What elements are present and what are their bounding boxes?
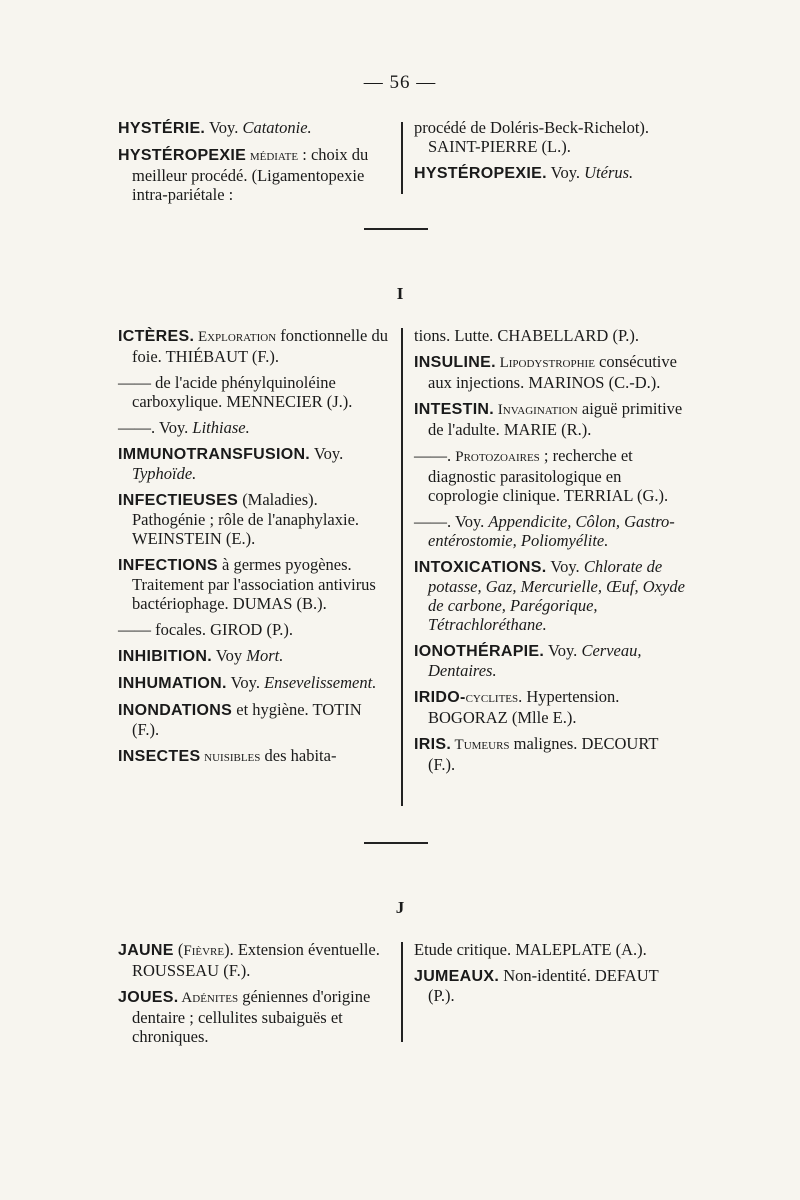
entry-text: fonctionnelle du foie. THIÉBAUT (F.).: [132, 326, 388, 366]
index-entry: [414, 512, 688, 550]
entry-subheading: Invagination: [494, 402, 578, 418]
entry-text: ——.: [414, 446, 456, 465]
entry-text: aiguë primitive de l'adulte. MARIE (R.).: [428, 399, 683, 439]
entry-text: . Hypertension. BOGORAZ (Mlle E.).: [428, 687, 620, 727]
section-j: [118, 940, 688, 1053]
section-j-columns: [118, 940, 688, 1053]
index-entry: [414, 734, 688, 774]
index-entry: [414, 557, 688, 634]
index-entry: [118, 373, 392, 411]
index-entry: [118, 646, 392, 666]
column-divider: [401, 122, 403, 194]
entry-reference: Ensevelissement.: [264, 673, 377, 692]
entry-reference: Catatonie.: [242, 118, 312, 137]
entry-headword: INSECTES: [118, 748, 201, 765]
entry-headword: INONDATIONS: [118, 702, 233, 719]
entry-text: Voy.: [544, 641, 582, 660]
entry-headword: INTESTIN.: [414, 401, 495, 418]
section-i-right-column: [414, 326, 688, 781]
index-entry: [118, 118, 392, 138]
entry-headword: INTOXICATIONS.: [414, 559, 547, 576]
entry-text: : choix du meilleur procédé. (Ligamentopexie intra-pariétale :: [132, 145, 369, 204]
entry-headword: INFECTIONS: [118, 557, 218, 574]
entry-text: tions. Lutte. CHABELLARD (P.).: [414, 326, 640, 345]
entry-text: Non-identité. DEFAUT (P.).: [428, 966, 659, 1005]
entry-text: procédé de Doléris-Beck-Richelot). SAINT-PIERRE (L.).: [414, 118, 650, 156]
index-entry: [414, 940, 688, 959]
index-entry: [414, 399, 688, 439]
section-h-left-column: [118, 118, 392, 211]
entry-subheading: Fièvre: [183, 943, 225, 959]
entry-text: Voy.: [546, 163, 585, 182]
section-rule: [364, 842, 428, 844]
letter-heading-j: J: [395, 898, 405, 917]
entry-headword: IONOTHÉRAPIE.: [414, 643, 545, 660]
index-entry: [414, 966, 688, 1005]
entry-headword: IMMUNOTRANSFUSION.: [118, 446, 311, 463]
entry-subheading: Protozoaires: [455, 449, 540, 465]
section-j-right-column: [414, 940, 688, 1053]
entry-text: (Maladies). Pathogénie ; rôle de l'anaphylaxie. WEINSTEIN (E.).: [132, 490, 360, 548]
section-j-left-column: [118, 940, 392, 1053]
entry-text: Etude critique. MALEPLATE (A.).: [414, 940, 647, 959]
entry-reference: Typhoïde.: [132, 464, 197, 483]
index-entry: [118, 145, 392, 204]
entry-headword: INHIBITION.: [118, 648, 212, 665]
entry-text: ——. Voy.: [414, 512, 489, 531]
entry-reference: Lithiase.: [192, 418, 250, 437]
index-entry: [118, 444, 392, 483]
section-rule: [364, 228, 428, 230]
index-entry: [414, 446, 688, 505]
entry-headword: INFECTIEUSES: [118, 492, 239, 509]
entry-headword: JOUES.: [118, 989, 179, 1006]
entry-reference: Mort.: [246, 646, 284, 665]
entry-headword: JUMEAUX.: [414, 968, 500, 985]
section-i-left-column: [118, 326, 392, 781]
entry-text: ). Extension éventuelle. ROUSSEAU (F.).: [132, 940, 380, 980]
entry-text: ——. Voy.: [118, 418, 193, 437]
entry-headword: HYSTÉRIE.: [118, 120, 206, 137]
entry-text: —— de l'acide phénylquinoléine carboxylique. MENNECIER (J.).: [118, 373, 353, 411]
entry-reference: Appendicite, Côlon, Gastro-entérostomie, Poliomyélite.: [428, 512, 675, 550]
index-entry: [118, 673, 392, 693]
entry-text: et hygiène. TOTIN (F.).: [132, 700, 362, 739]
entry-text: Voy.: [205, 118, 243, 137]
letter-heading-i: I: [396, 284, 404, 303]
entry-text: géniennes d'origine dentaire ; cellulites subaiguës et chroniques.: [132, 987, 371, 1046]
entry-text: malignes. DECOURT (F.).: [428, 734, 659, 774]
entry-headword: HYSTÉROPEXIE: [118, 147, 247, 164]
index-entry: [414, 687, 688, 727]
index-entry: [118, 326, 392, 366]
index-entry: [118, 746, 392, 767]
page-number: — 56 —: [363, 72, 437, 93]
entry-headword: ICTÈRES.: [118, 328, 195, 345]
section-h-columns: [118, 118, 688, 211]
index-entry: [414, 118, 688, 156]
entry-headword: INHUMATION.: [118, 675, 227, 692]
section-i-columns: [118, 326, 688, 781]
entry-reference: Cerveau, Dentaires.: [428, 641, 642, 680]
section-h-right-column: [414, 118, 688, 211]
entry-subheading: Adénites: [178, 990, 239, 1006]
entry-reference: Chlorate de potasse, Gaz, Mercurielle, Œuf, Oxyde de carbone, Parégorique, Tétrachloréthane.: [428, 557, 685, 634]
section-h: [118, 118, 688, 211]
section-i: [118, 326, 688, 781]
entry-text: Voy.: [310, 444, 344, 463]
entry-headword: IRIDO-: [414, 689, 466, 706]
index-entry: [118, 418, 392, 437]
entry-text: Voy: [211, 646, 247, 665]
entry-subheading: Exploration: [194, 329, 277, 345]
index-entry: [118, 555, 392, 613]
index-entry: [118, 987, 392, 1046]
entry-text: ; recherche et diagnostic parasitologique en coprologie clinique. TERRIAL (G.).: [428, 446, 669, 505]
entry-subheading: médiate: [246, 148, 299, 164]
index-entry: [118, 940, 392, 980]
entry-subheading: nuisibles: [200, 749, 261, 765]
entry-text: à germes pyogènes. Traitement par l'association antivirus bactériophage. DUMAS (B.).: [132, 555, 376, 613]
entry-text: Voy.: [546, 557, 584, 576]
index-entry: [414, 163, 688, 183]
entry-headword: JAUNE: [118, 942, 174, 959]
column-divider: [401, 942, 403, 1042]
entry-text: Voy.: [226, 673, 265, 692]
entry-headword: INSULINE.: [414, 354, 496, 371]
index-entry: [414, 352, 688, 392]
index-entry: [118, 700, 392, 739]
entry-text: consécutive aux injections. MARINOS (C.-D.).: [428, 352, 677, 392]
index-entry: [118, 490, 392, 548]
entry-text: des habita-: [260, 746, 337, 765]
entry-headword: HYSTÉROPEXIE.: [414, 165, 547, 182]
index-entry: [414, 326, 688, 345]
entry-subheading: cyclites: [465, 690, 519, 706]
column-divider: [401, 328, 403, 806]
entry-subheading: Tumeurs: [451, 737, 510, 753]
entry-text: (: [173, 940, 184, 959]
entry-reference: Utérus.: [584, 163, 634, 182]
entry-subheading: Lipodystrophie: [495, 355, 595, 371]
entry-text: —— focales. GIROD (P.).: [118, 620, 294, 639]
index-entry: [118, 620, 392, 639]
entry-headword: IRIS.: [414, 736, 452, 753]
index-entry: [414, 641, 688, 680]
